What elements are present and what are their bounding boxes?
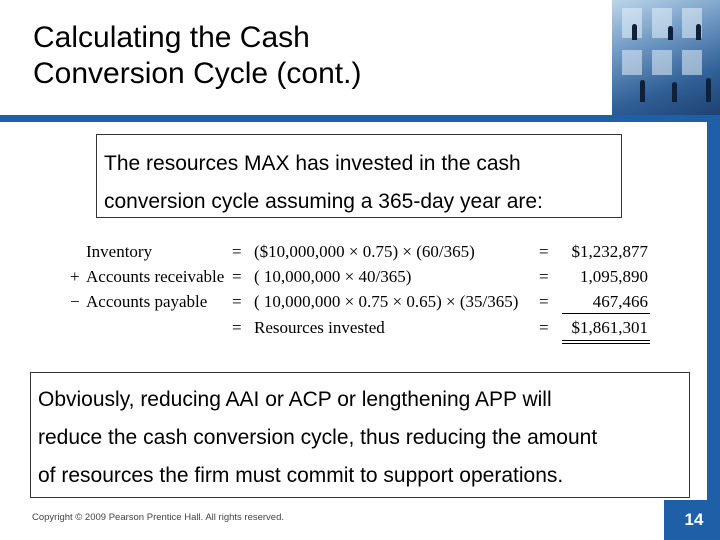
calc-row-receivable (60, 267, 660, 291)
slide-title: Calculating the Cash Conversion Cycle (cont.) (33, 21, 362, 90)
row-label: Accounts payable (86, 292, 208, 311)
page-number: 14 (664, 500, 720, 540)
row-equals: = (232, 318, 242, 337)
right-accent-strip (707, 122, 720, 540)
office-photo (612, 0, 720, 118)
row-value: 467,466 (592, 292, 648, 311)
row-expression: ( 10,000,000 × 0.75 × 0.65) × (35/365) (254, 292, 519, 311)
row-expression: Resources invested (254, 318, 385, 337)
row-value: $1,232,877 (571, 242, 648, 261)
row-expression: ($10,000,000 × 0.75) × (60/365) (254, 242, 475, 261)
calculation-table (60, 240, 660, 350)
calc-row-total (60, 318, 660, 342)
row-equals: = (232, 267, 242, 286)
row-sign: − (70, 292, 80, 311)
row-label: Accounts receivable (86, 267, 225, 286)
calc-row-inventory (60, 242, 660, 266)
conclusion-line: reduce the cash conversion cycle, thus reducing the amount (38, 426, 598, 449)
row-value: 1,095,890 (580, 267, 648, 286)
conclusion-line: Obviously, reducing AAI or ACP or lengthening APP will (38, 388, 552, 411)
row-expression: ( 10,000,000 × 40/365) (254, 267, 412, 286)
row-value: $1,861,301 (571, 318, 648, 337)
row-equals: = (232, 292, 242, 311)
sum-underline (562, 313, 650, 314)
row-sign: + (70, 267, 80, 286)
row-equals: = (539, 267, 549, 286)
row-equals: = (232, 242, 242, 261)
intro-textbox (96, 134, 622, 218)
header-divider-bar (0, 115, 720, 122)
conclusion-line: of resources the firm must commit to support operations. (38, 464, 564, 487)
row-equals: = (539, 292, 549, 311)
total-double-underline (562, 343, 650, 344)
intro-line: The resources MAX has invested in the cash (104, 152, 521, 175)
row-label: Inventory (86, 242, 153, 261)
total-underline (562, 340, 650, 341)
row-equals: = (539, 318, 549, 337)
copyright-notice: Copyright © 2009 Pearson Prentice Hall. All rights reserved. (32, 512, 285, 523)
intro-line: conversion cycle assuming a 365-day year are: (104, 190, 543, 213)
row-equals: = (539, 242, 549, 261)
conclusion-textbox (30, 372, 690, 498)
